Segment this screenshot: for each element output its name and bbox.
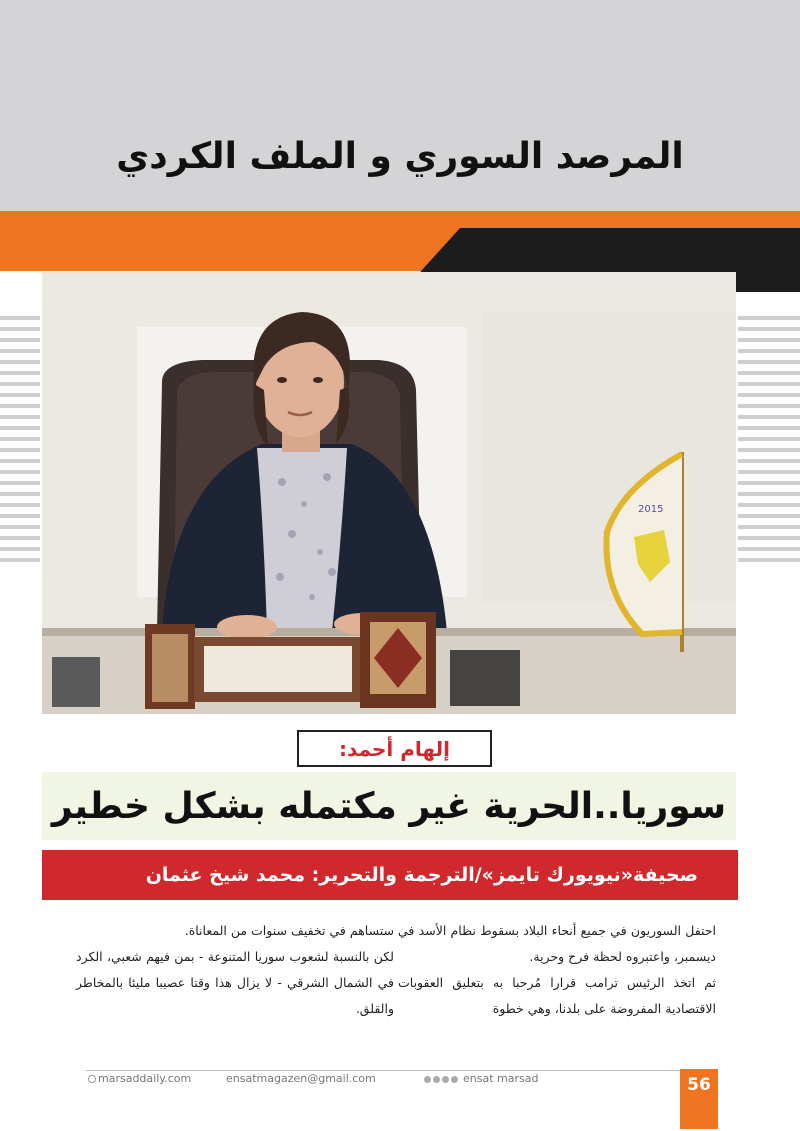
article-column-left bbox=[76, 918, 394, 1022]
header-band bbox=[0, 0, 800, 212]
article-column-right bbox=[398, 918, 716, 1022]
speaker-label-box bbox=[297, 730, 492, 767]
paragraph: ثم اتخذ الرئيس ترامب قرارا مُرحبا به بتعليق العقوبات الاقتصادية المفروضة على بلدنا، وهي خطوة bbox=[398, 975, 716, 1016]
decorative-stripes-left bbox=[0, 316, 40, 566]
decorative-stripes-right bbox=[738, 316, 800, 566]
page-number-box bbox=[680, 1069, 718, 1129]
footer-email[interactable]: ensatmagazen@gmail.com bbox=[226, 1072, 376, 1085]
source-bar bbox=[42, 850, 738, 900]
paragraph: احتفل السوريون في جميع أنحاء البلاد بسقوط نظام الأسد في ديسمبر، واعتبروه لحظة فرح وحرية. bbox=[398, 923, 716, 964]
paragraph: ستساهم في تخفيف سنوات من المعاناة. bbox=[184, 923, 394, 938]
speaker-name: إلهام أحمد: bbox=[339, 736, 450, 761]
instagram-icon bbox=[442, 1076, 449, 1083]
footer-website[interactable] bbox=[88, 1072, 191, 1085]
page-title: المرصد السوري و الملف الكردي bbox=[116, 136, 684, 177]
headline-box bbox=[42, 772, 736, 840]
social-icons bbox=[424, 1076, 458, 1083]
flag-year: 2015 bbox=[638, 504, 664, 515]
article-photo bbox=[42, 272, 736, 714]
facebook-icon bbox=[424, 1076, 431, 1083]
portrait-illustration bbox=[42, 272, 736, 714]
footer-divider bbox=[86, 1070, 682, 1071]
paragraph: لكن بالنسبة لشعوب سوريا المتنوعة - بمن فيهم شعبي، الكرد في الشمال الشرقي - لا يزال هذا وقتا عصيبا مليئا بالمخاطر والقلق. bbox=[76, 949, 394, 1016]
article-headline: سوريا..الحرية غير مكتمله بشكل خطير bbox=[51, 785, 727, 827]
article-source: صحيفة«نيويورك تايمز»/الترجمة والتحرير: محمد شيخ عثمان bbox=[145, 864, 698, 886]
footer-website-text: marsaddaily.com bbox=[98, 1072, 192, 1085]
footer-social-text: ensat marsad bbox=[463, 1072, 539, 1085]
globe-icon bbox=[88, 1075, 96, 1083]
footer-social[interactable] bbox=[424, 1072, 538, 1085]
page-number: 56 bbox=[687, 1075, 711, 1095]
twitter-icon bbox=[433, 1076, 440, 1083]
youtube-icon bbox=[451, 1076, 458, 1083]
